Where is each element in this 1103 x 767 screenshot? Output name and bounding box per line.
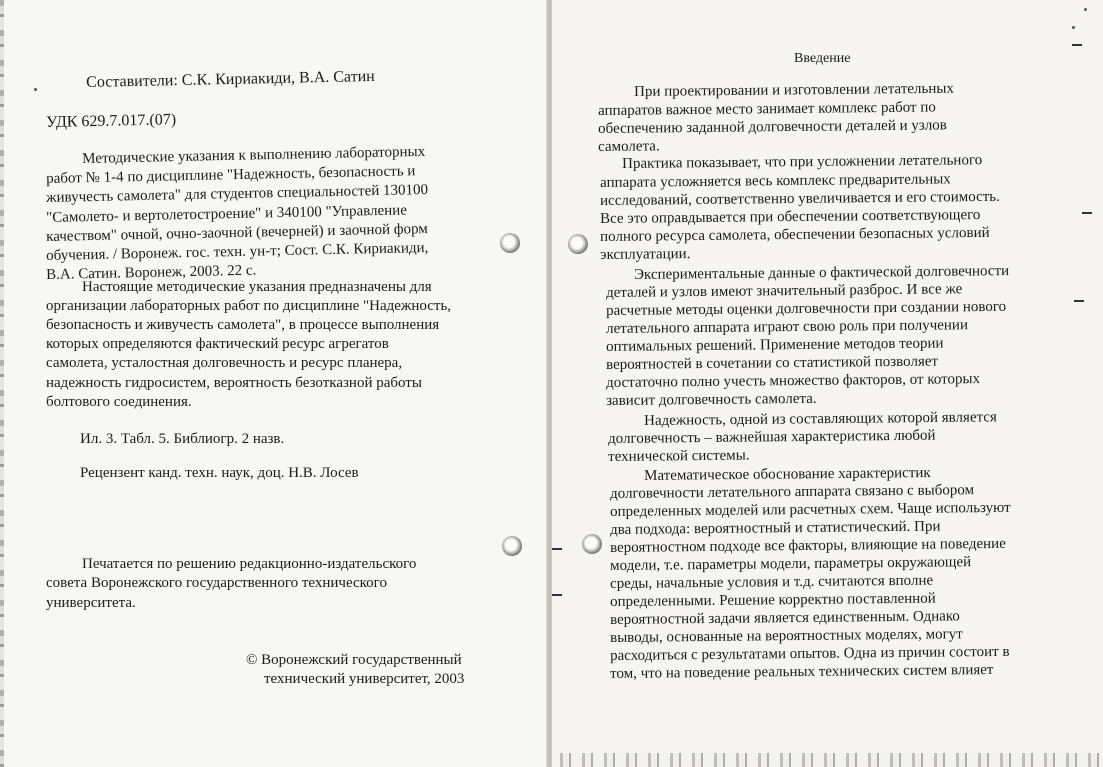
purpose-line: Настоящие методические указания предназначены для	[82, 279, 432, 295]
purpose-line: организации лабораторных работ по дисциплине "Надежность,	[46, 298, 452, 314]
introduction-heading: Введение	[794, 51, 851, 66]
purpose-line: надежность гидросистем, вероятность безотказной работы	[46, 375, 422, 391]
text-line: долговечность – важнейшая характеристика любой	[608, 427, 936, 447]
scan-mark	[1074, 300, 1084, 302]
text-line: Экспериментальные данные о фактической долговечности	[634, 263, 1010, 283]
purpose-line: самолета, усталостная долговечность и ресурс планера,	[46, 355, 403, 371]
text-line: летательного аппарата играют свою роль при получении	[606, 317, 969, 337]
binding-hole	[502, 536, 522, 556]
reviewer-line: Рецензент канд. техн. наук, доц. Н.В. Лосев	[80, 465, 359, 481]
text-line: выводы, основанные на вероятностных моделях, могут	[610, 626, 963, 646]
compilers-line: Составители: С.К. Кириакиди, В.А. Сатин	[86, 67, 375, 91]
text-line: обеспечению заданной долговечности деталей и узлов	[598, 117, 947, 137]
text-line: исследований, соответственно увеличивается и его стоимость.	[600, 188, 1000, 209]
text-line: оптимальных решений. Применение методов теории	[606, 335, 944, 355]
print-decision-line: совета Воронежского государственного технического	[46, 575, 387, 591]
text-line: определенными. Решение корректно поставленной	[610, 590, 936, 610]
text-line: модели, т.е. параметры модели, параметры окружающей	[610, 554, 972, 574]
scan-bottom-artifact	[560, 753, 1103, 767]
abstract-line: работ № 1-4 по дисциплине "Надежность, безопасность и	[46, 163, 416, 187]
text-line: расчетные методы оценки долговечности при создании нового	[606, 298, 1007, 319]
text-line: долговечности летательного аппарата связано с выбором	[610, 482, 975, 502]
abstract-line: "Самолето- и вертолетостроение" и 340100 "Управление	[46, 202, 408, 226]
purpose-line: болтового соединения.	[46, 394, 192, 410]
purpose-line: которых определяются фактический ресурс агрегатов	[46, 336, 389, 352]
copyright-line: технический университет, 2003	[264, 671, 465, 687]
udk-line: УДК 629.7.017.(07)	[46, 111, 177, 131]
text-line: Все это оправдывается при обеспечении соответствующего	[600, 207, 981, 227]
abstract-line: Методические указания к выполнению лабораторных	[82, 143, 426, 167]
text-line: технической системы.	[608, 447, 750, 465]
binding-hole	[568, 234, 588, 254]
abstract-line: обучения. / Воронеж. гос. техн. ун-т; Сост. С.К. Кириакиди,	[46, 239, 429, 264]
print-decision-line: Печатается по решению редакционно-издательского	[82, 556, 417, 572]
scan-speck	[1072, 26, 1075, 29]
text-line: полного ресурса самолета, обеспечении безопасных условий	[600, 224, 990, 245]
print-decision-line: университета.	[46, 595, 136, 611]
scan-mark	[552, 548, 562, 550]
copyright-line: © Воронежский государственный	[246, 652, 462, 668]
abstract-line: живучесть самолета" для студентов специальностей 130100	[46, 182, 429, 206]
scan-mark	[1082, 212, 1092, 214]
text-line: Математическое обоснование характеристик	[644, 464, 931, 484]
scan-edge-artifact	[0, 0, 4, 767]
abstract-line: В.А. Сатин. Воронеж, 2003. 22 с.	[46, 262, 257, 283]
text-line: том, что на поведение реальных технических систем влияет	[610, 661, 994, 682]
text-line: При проектировании и изготовлении летательных	[634, 80, 955, 100]
text-line: зависит долговечность самолета.	[606, 390, 817, 409]
left-page	[0, 0, 548, 767]
illustrations-line: Ил. 3. Табл. 5. Библиогр. 2 назв.	[80, 431, 285, 447]
text-line: эксплуатации.	[600, 246, 691, 263]
scan-mark	[552, 594, 562, 596]
text-line: вероятностей в сочетании со статистикой позволяет	[606, 353, 939, 373]
scan-speck	[1084, 8, 1087, 11]
purpose-line: безопасность и живучесть самолета", в процессе выполнения	[46, 317, 440, 333]
text-line: среды, начальные условия и т.д. считаются вполне	[610, 572, 934, 592]
right-page	[552, 0, 1103, 767]
text-line: два подхода: вероятностный и статистический. При	[610, 518, 941, 538]
abstract-line: качеством" очной, очно-заочной (вечерней) и заочной форм	[46, 221, 428, 245]
text-line: аппарата усложняется весь комплекс предварительных	[600, 171, 951, 191]
text-line: Надежность, одной из составляющих которой является	[644, 409, 997, 429]
scan-speck	[34, 88, 37, 91]
text-line: вероятностном подходе все факторы, влияющие на поведение	[610, 535, 1006, 556]
text-line: Практика показывает, что при усложнении летательного	[622, 152, 983, 172]
binding-hole	[582, 534, 602, 554]
text-line: определенных моделей или расчетных схем. Чаще используют	[610, 499, 1011, 520]
text-line: деталей и узлов имеют значительный разброс. И все же	[606, 281, 963, 301]
scan-mark	[1072, 44, 1082, 46]
text-line: достаточно полно учесть множество факторов, от которых	[606, 371, 981, 391]
text-line: аппаратов важное место занимает комплекс работ по	[598, 99, 936, 119]
text-line: самолета.	[598, 138, 660, 155]
binding-hole	[500, 233, 520, 253]
text-line: вероятностной задачи является единственным. Однако	[610, 608, 960, 628]
text-line: расходиться с результатами опытов. Одна из причин состоит в	[610, 643, 1010, 664]
